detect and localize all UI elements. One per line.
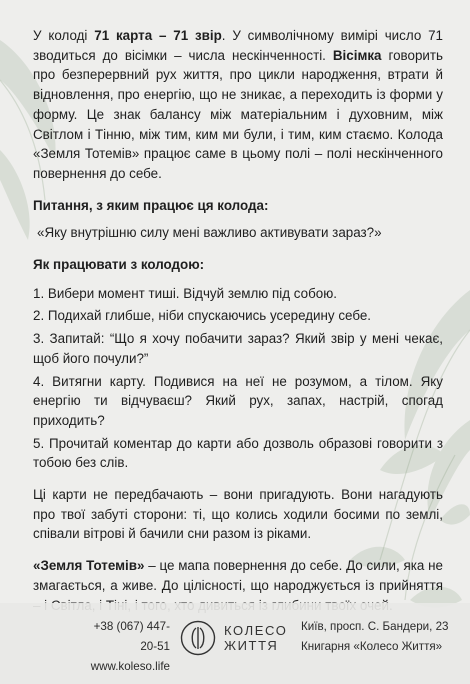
intro-text-3: говорить про безперервний рух життя, про цикли народження, втрати й відновлення, про енергію, що не зникає, а переходить із форми у форму. Це знак балансу між матеріальним і духовним, між Світлом і Тінню, між тим, ким ми були, і тим, ким стаємо. Колода «Земля Тотемів» працює саме в цьому полі – полі нескінченного повернення до себе. <box>33 47 443 181</box>
contacts <box>78 617 170 677</box>
card-text <box>33 26 443 615</box>
koleso-logo-icon <box>180 620 216 656</box>
closing-bold-title: «Земля Тотемів» <box>33 558 145 574</box>
question-quote: «Яку внутрішню силу мені важливо активувати зараз?» <box>37 225 382 241</box>
step-item: 4. Витягни карту. Подивися на неї не розумом, а тілом. Яку енергію ти відчуваєш? Який рух, запах, настрій, спогад приходить? <box>33 373 443 428</box>
remind-paragraph: Ці карти не передбачають – вони пригадують. Вони нагадують про твої забуті сторони: ті, що колись ходили босими по землі, співали вітрові й бачили сни разом із ріками. <box>33 487 443 542</box>
step-item: 5. Прочитай коментар до карти або дозволь образові говорити з тобою без слів. <box>33 435 443 471</box>
howto-heading: Як працювати з колодою: <box>33 257 205 273</box>
logo-line-1: КОЛЕСО <box>224 623 288 638</box>
address-block <box>301 617 449 657</box>
logo-line-2: ЖИТТЯ <box>224 638 279 653</box>
intro-paragraph <box>33 26 443 184</box>
address: Київ, просп. С. Бандери, 23 <box>301 620 449 633</box>
phone-number: +38 (067) 447-20-51 <box>93 620 170 653</box>
intro-text-2: . У символічному вимірі число 71 зводиться до вісімки – числа нескінченності. <box>33 28 443 63</box>
intro-bold-count: 71 карта – 71 звір <box>94 28 222 43</box>
website: www.koleso.life <box>90 660 170 673</box>
step-item: 1. Вибери момент тиші. Відчуй землю під собою. <box>33 285 337 301</box>
bookshop-name: Книгарня «Колесо Життя» <box>301 640 443 653</box>
closing-text: – це мапа повернення до себе. До сили, яка не змагається, а живе. До цілісності, що народжується із прийняття <box>33 558 443 593</box>
intro-text-1: У колоді <box>33 28 95 43</box>
logo <box>180 620 298 660</box>
step-item: 2. Подихай глибше, ніби спускаючись усередину себе. <box>33 308 372 324</box>
step-item: 3. Запитай: “Що я хочу побачити зараз? Який звір у мені чекає, щоб його почули?” <box>33 331 443 366</box>
question-heading: Питання, з яким працює ця колода: <box>33 197 269 213</box>
footer <box>0 603 470 684</box>
intro-bold-eight: Вісімка <box>332 47 382 63</box>
logo-wordmark <box>224 623 287 653</box>
